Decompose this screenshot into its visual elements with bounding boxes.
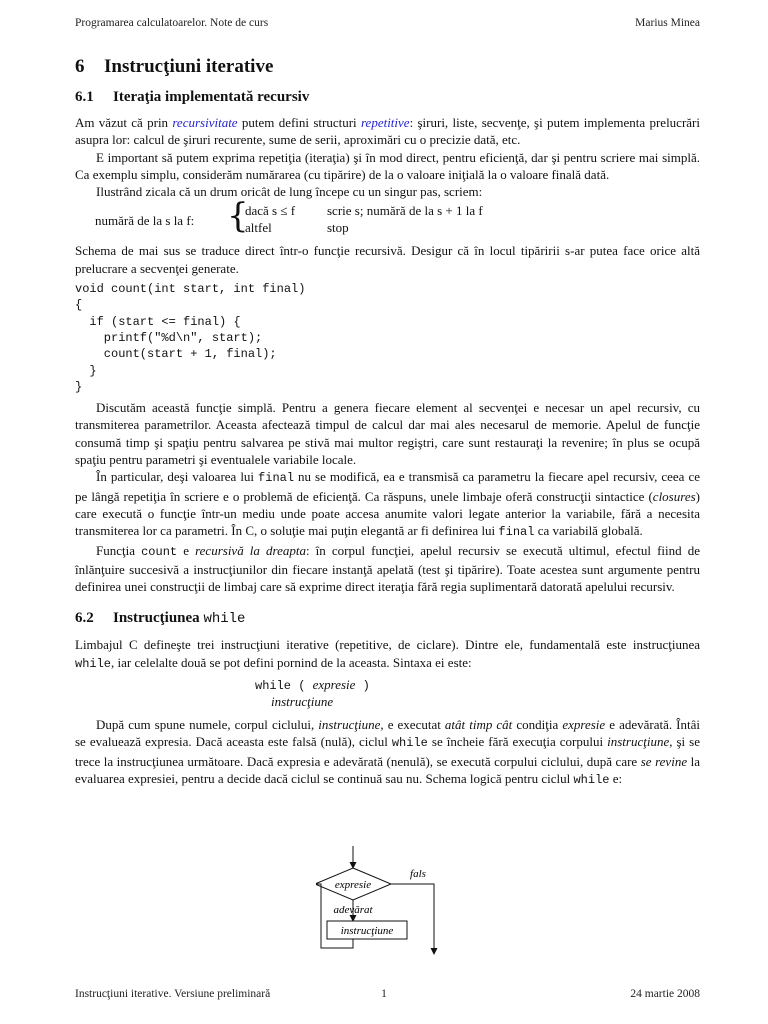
page-body [75,56,700,789]
paragraph-iteration: E important să putem exprima repetiţia (iteraţia) şi în mod direct, pentru eficienţă, dar şi pentru scriere mai simplă. Ca exemplu simplu, considerăm numărarea (cu tipărire) de la o valoare iniţială la o valoare finală dată. [75,149,700,182]
paragraph-tail-recursion [75,542,700,596]
text-run: la evaluarea expresiei, pentru a decide dacă ciclul se continuă sau nu. Schema logică pentru ciclul [75,753,701,786]
text-run: Am văzut că prin [75,115,173,130]
text-run: condiţia [512,717,563,733]
text-run: e: [609,770,623,786]
case-action-1: scrie s; numără de la s + 1 la f [327,203,483,219]
section-title: Instrucţiuni iterative [104,56,274,77]
text-run: se încheie fără execuţia corpului [427,734,608,750]
text-run: , iar celelalte două se pot defini pornind de la aceasta. Sintaxa ei este: [111,654,472,670]
syntax-body: instrucţiune [271,694,334,710]
page-number: 1 [381,988,387,1000]
case-action-2: stop [327,220,349,236]
text-run: ) care execută o funcţie într-un mediu unde poate accesa anumite valori legate anterior la variabile, fără a necesita transmiterea lor ca parametri. În C, o soluţie mai puţin elegantă ar fi definirea lui [75,488,700,539]
running-footer-date: 24 martie 2008 [630,988,700,1000]
section-number: 6 [75,56,85,77]
inline-code: while [75,656,112,671]
text-run: e [177,542,196,558]
paragraph-cost: Discutăm această funcţie simplă. Pentru a genera fiecare element al secvenţei e necesar un apel recursiv, cu transmiterea parametrilor. Aceasta afectează timpul de calcul dar mai ales necesarul de memorie. Apelul de funcţie consumă timp şi spaţiu pentru salvarea pe stivă mai multor regiştri, care sunt restauraţi la revenire; în plus se ocupă spaţiu pentru parametri şi eventualele variabile locale. [75,400,700,468]
case-label: numără de la s la f: [95,213,195,229]
left-brace: { [227,196,249,237]
link-repetitive[interactable]: repetitive [360,115,410,130]
emphasis: recursivă la dreapta [195,542,306,558]
text-run: ca variabilă globală. [534,523,643,539]
case-condition-2: altfel [245,220,272,236]
subsection-title: Instrucţiunea [113,610,204,627]
emphasis: atât timp cât [444,717,513,733]
emphasis: closures [652,488,696,504]
emphasis: instrucţiune [607,734,670,750]
text-run: Funcţia [96,542,142,558]
subsection-heading-6-1 [75,88,700,106]
paragraph-final [75,468,700,541]
syntax-expression: expresie [312,677,356,693]
subsection-title: Iteraţia implementată recursiv [113,89,310,105]
emphasis: instrucţiune [318,717,381,733]
paragraph-while-semantics [75,716,700,789]
case-definition [75,196,700,238]
text-run: e adevărată. Întâi se evaluează expresia. Dacă aceasta este falsă (nulă), ciclul [75,717,701,750]
text-run: În particular, deşi valoarea lui [96,469,259,485]
false-label: fals [410,868,426,880]
decision-label: expresie [334,879,372,891]
body-label: instrucţiune [340,925,394,937]
text-run: , şi se trece la instrucţiunea următoare. Dacă expresia e adevărată (nenulă), se execută corpului ciclului, după care [75,734,701,769]
subsection-number: 6.1 [75,89,94,105]
running-header-author: Marius Minea [635,17,700,29]
running-footer-title: Instrucţiuni iterative. Versiune preliminară [75,988,271,1000]
text-run: Limbajul C defineşte trei instrucţiuni iterative (repetitive, de ciclare). Dintre ele, fundamentală este instrucţiunea [75,637,700,653]
text-run: După cum spune numele, corpul ciclului, [96,717,319,733]
syntax-keyword: while ( [255,679,313,694]
while-syntax [255,677,700,710]
paragraph-intro [75,114,700,149]
paragraph-translation: Schema de mai sus se traduce direct într-o funcţie recursivă. Desigur că în locul tipăririi s-ar putea face orice altă prelucrare a secvenţei generate. [75,243,700,276]
inline-code: final [258,471,295,486]
link-recursivitate[interactable]: recursivitate [172,115,238,130]
text-run: : şiruri, liste, secvenţe, şi putem implementa prelucrări asupra lor: calcul de şiruri recurente, sume de serii, aproximări cu o precizie dată, etc. [75,115,700,148]
text-run: nu se modifică, ea e transmisă ca parametru la fiecare apel recursiv, ceea ce pe lângă repetiţia în scriere e o problemă de eficienţă. Ca răspuns, unele limbaje oferă construcţii sintactice ( [75,469,700,504]
text-run: , e executat [380,717,445,733]
running-header-title: Programarea calculatoarelor. Note de curs [75,17,269,29]
case-condition-1: dacă s ≤ f [245,203,296,219]
while-flowchart [316,846,446,958]
false-branch-arrow [391,884,434,954]
code-listing-count: void count(int start, int final) { if (start <= final) { printf("%d\n", start); count(start + 1, final); } } [75,282,306,394]
inline-code: while [391,736,428,751]
paragraph-proverb: Ilustrând zicala că un drum oricât de lung începe cu un singur pas, scriem: [96,184,483,200]
inline-code: count [141,544,178,559]
emphasis: se revine [640,753,688,769]
subsection-title-code: while [203,611,246,628]
inline-code: while [573,772,610,787]
true-label: adevărat [333,904,373,916]
inline-code: final [498,525,535,540]
text-run: : în corpul funcţiei, apelul recursiv se execută ultimul, efectul fiind de înlănţuire succesivă a instrucţiunilor din fiecare instanţă apelată (test şi tipărire). Toate acestea sunt argumente pentru definirea unei construcţii de limbaj care să exprime direct iteraţia fără regia suplimentară datorată apelului recursiv. [75,542,701,595]
paragraph-while-intro [75,636,700,673]
section-heading [75,56,700,78]
syntax-close: ) [355,679,370,694]
emphasis: expresie [562,717,606,733]
syntax-line-1 [255,677,700,694]
subsection-number: 6.2 [75,610,94,627]
text-run: putem defini structuri [237,115,361,130]
subsection-heading-6-2 [75,609,700,628]
